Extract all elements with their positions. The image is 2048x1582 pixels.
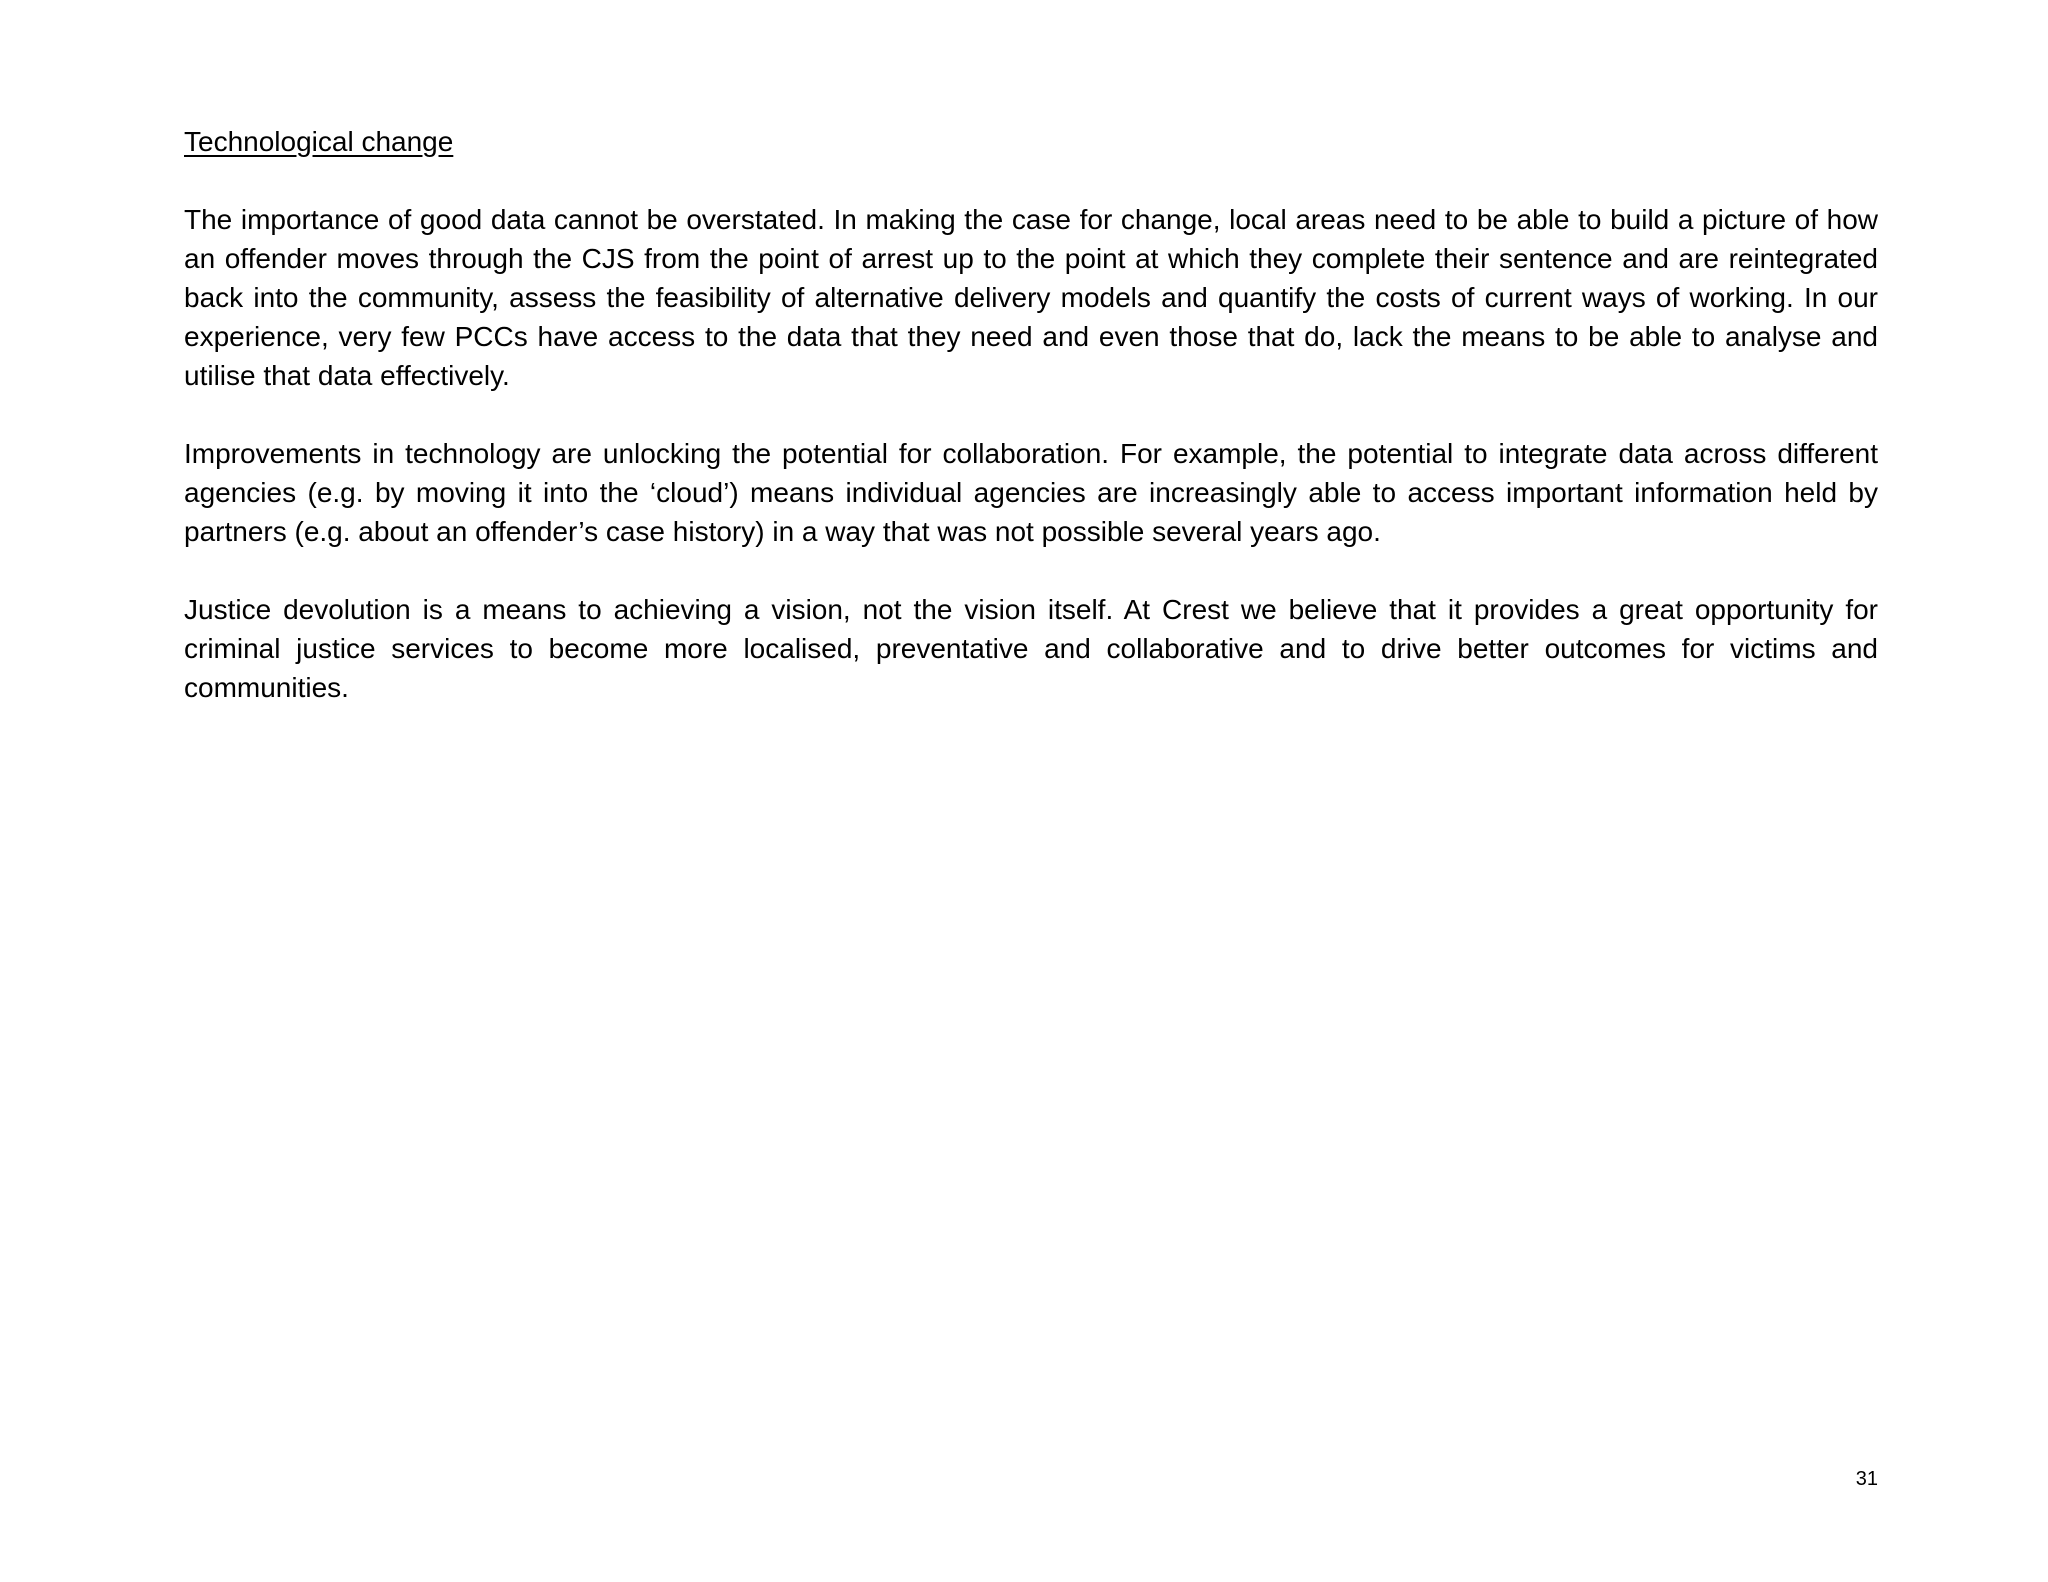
paragraph-data-importance: The importance of good data cannot be overstated. In making the case for change, local areas need to be able to build a picture of how an offender moves through the CJS from the point of arrest up to the point at which they complete their sentence and are reintegrated back into the community, assess the feasibility of alternative delivery models and quantify the costs of current ways of working. In our experience, very few PCCs have access to the data that they need and even those that do, lack the means to be able to analyse and utilise that data effectively. xyxy=(184,204,1878,391)
page-number: 31 xyxy=(1855,1468,1878,1490)
page-content xyxy=(184,122,1878,707)
section-heading: Technological change xyxy=(184,126,454,157)
paragraph-justice-devolution: Justice devolution is a means to achieving a vision, not the vision itself. At Crest we believe that it provides a great opportunity for criminal justice services to become more localised, preventative and collaborative and to drive better outcomes for victims and communities. xyxy=(184,594,1878,703)
paragraph-technology-improvements: Improvements in technology are unlocking the potential for collaboration. For example, the potential to integrate data across different agencies (e.g. by moving it into the ‘cloud’) means individual agencies are increasingly able to access important information held by partners (e.g. about an offender’s case history) in a way that was not possible several years ago. xyxy=(184,438,1878,547)
